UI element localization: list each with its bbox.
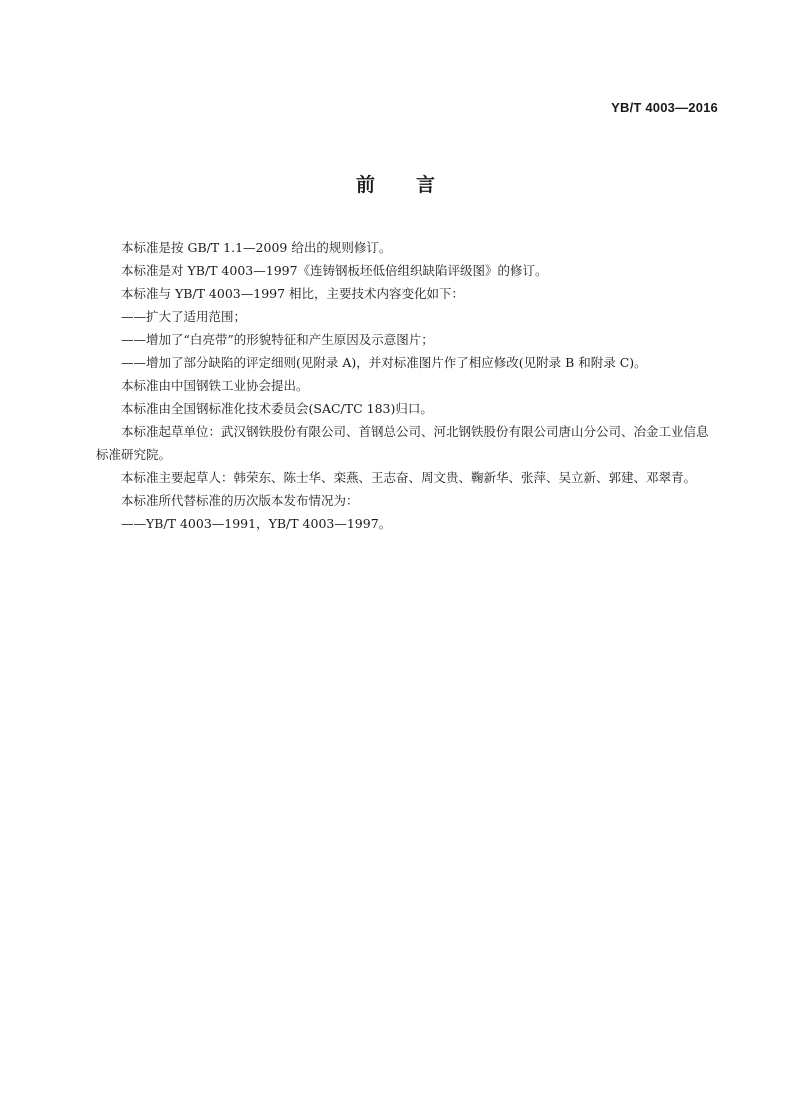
title-char-2: 言	[416, 174, 437, 196]
paragraph-4: ——扩大了适用范围；	[121, 309, 247, 324]
paragraph-6: ——增加了部分缺陷的评定细则(见附录 A)，并对标准图片作了相应修改(见附录 B 和附录 C)。	[121, 355, 647, 370]
paragraph-12: ——YB/T 4003—1991，YB/T 4003—1997。	[121, 516, 392, 531]
paragraph-1: 本标准是按 GB/T 1.1—2009 给出的规则修订。	[121, 240, 392, 255]
title-char-1: 前	[355, 174, 376, 196]
foreword-body	[96, 236, 716, 535]
paragraph-10: 本标准主要起草人：韩荣东、陈士华、栾燕、王志奋、周文贵、鞠新华、张萍、吴立新、郭建、邓翠青。	[121, 470, 697, 485]
paragraph-8: 本标准由全国钢标准化技术委员会(SAC/TC 183)归口。	[121, 401, 433, 416]
paragraph-2: 本标准是对 YB/T 4003—1997《连铸钢板坯低倍组织缺陷评级图》的修订。	[121, 263, 548, 278]
paragraph-7: 本标准由中国钢铁工业协会提出。	[121, 378, 309, 393]
paragraph-11: 本标准所代替标准的历次版本发布情况为：	[121, 493, 359, 508]
standard-code: YB/T 4003—2016	[611, 100, 718, 115]
paragraph-3: 本标准与 YB/T 4003—1997 相比，主要技术内容变化如下：	[121, 286, 465, 301]
paragraph-9: 本标准起草单位：武汉钢铁股份有限公司、首钢总公司、河北钢铁股份有限公司唐山分公司、冶金工业信息标准研究院。	[96, 424, 709, 462]
paragraph-5: ——增加了“白亮带”的形貌特征和产生原因及示意图片；	[121, 332, 434, 347]
page-title	[0, 170, 792, 197]
